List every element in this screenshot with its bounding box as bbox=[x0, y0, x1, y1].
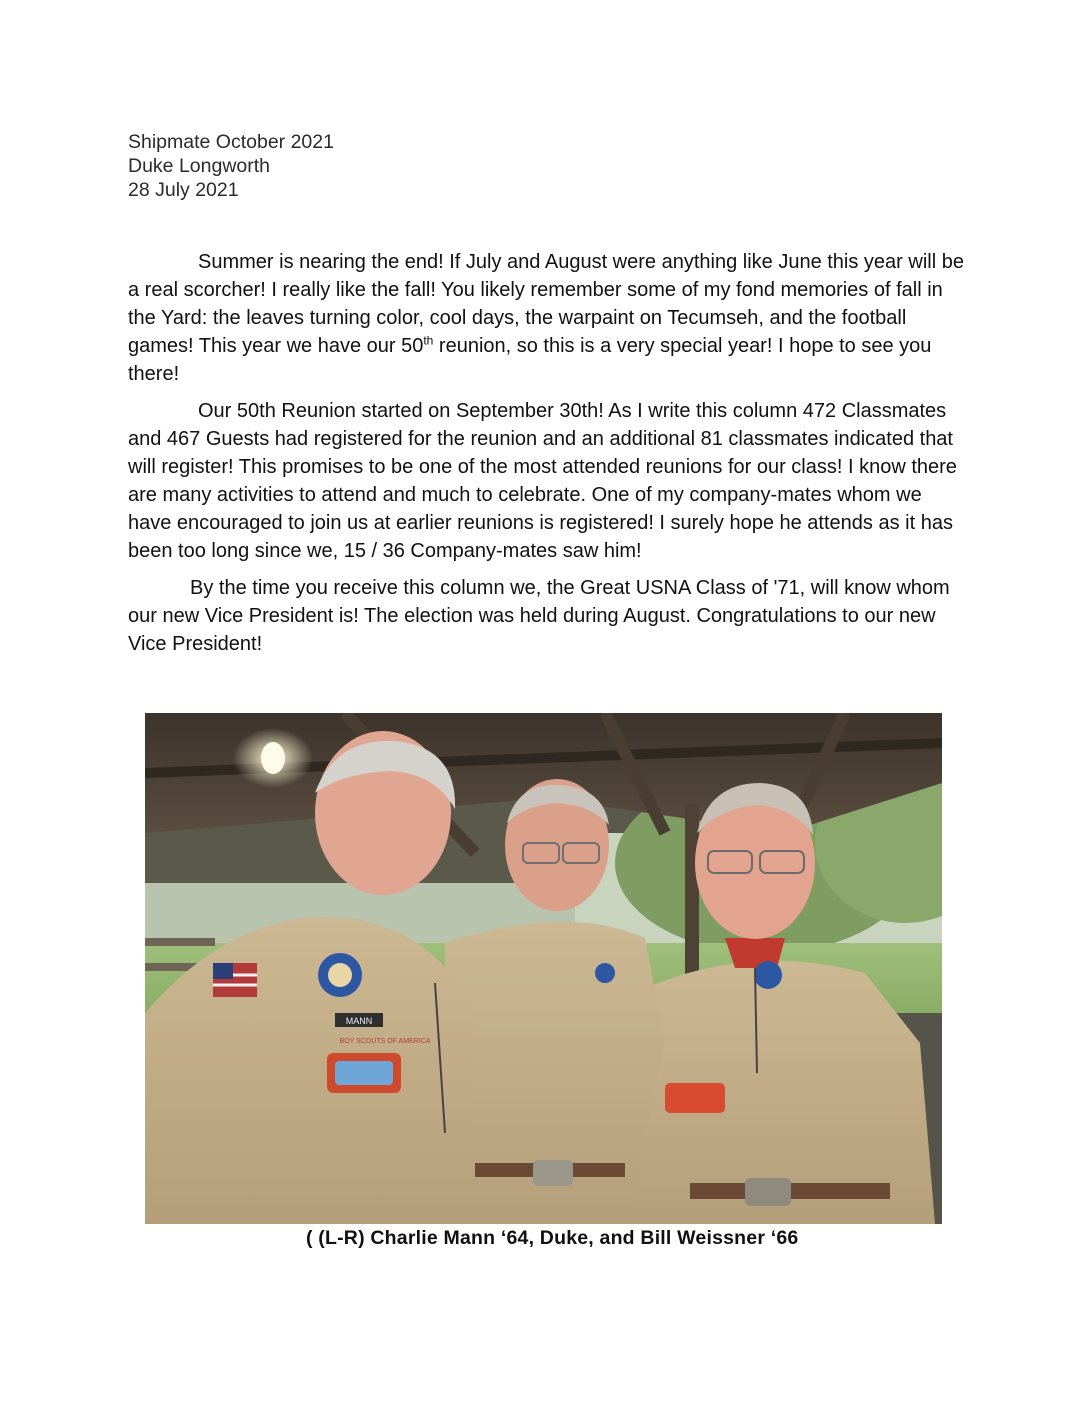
paragraph-1-text: Summer is nearing the end! If July and August were anything like June this year will be a real scorcher! I really like the fall! You likely remember some of my fond memories of fall in the Yard: the leaves turning color, cool days, the warpaint on Tecumseh, and the football games! This year we have our 50 bbox=[128, 251, 964, 357]
document-header bbox=[128, 130, 334, 202]
photo-three-scouts bbox=[145, 713, 942, 1224]
date-line: 28 July 2021 bbox=[128, 179, 239, 201]
paragraph-1 bbox=[128, 248, 968, 388]
paragraph-3: By the time you receive this column we, the Great USNA Class of '71, will know whom our new Vice President is! The election was held during August. Congratulations to our new Vice President! bbox=[128, 577, 950, 655]
scout-strip-text: BOY SCOUTS OF AMERICA bbox=[339, 1038, 431, 1045]
paragraph-2: Our 50th Reunion started on September 30th! As I write this column 472 Classmates and 467 Guests had registered for the reunion and an additional 81 classmates indicated that will register! This promises to be one of the most attended reunions for our class! I know there are many activities to attend and much to celebrate. One of my company-mates whom we have encouraged to join us at earlier reunions is registered! I surely hope he attends as it has been too long since we, 15 / 36 Company-mates saw him! bbox=[128, 400, 957, 562]
photo-caption: ( (L-R) Charlie Mann ‘64, Duke, and Bill Weissner ‘66 bbox=[306, 1227, 799, 1249]
author-line: Duke Longworth bbox=[128, 155, 271, 177]
publication-line: Shipmate October 2021 bbox=[128, 131, 334, 153]
paragraph-1-text-end: reunion, so this is a very special year! I hope to see you there! bbox=[128, 335, 932, 385]
column-body bbox=[128, 248, 968, 667]
superscript-th: th bbox=[423, 333, 434, 348]
photo-illustration bbox=[145, 713, 942, 1224]
name-tag-text: MANN bbox=[345, 1016, 373, 1026]
